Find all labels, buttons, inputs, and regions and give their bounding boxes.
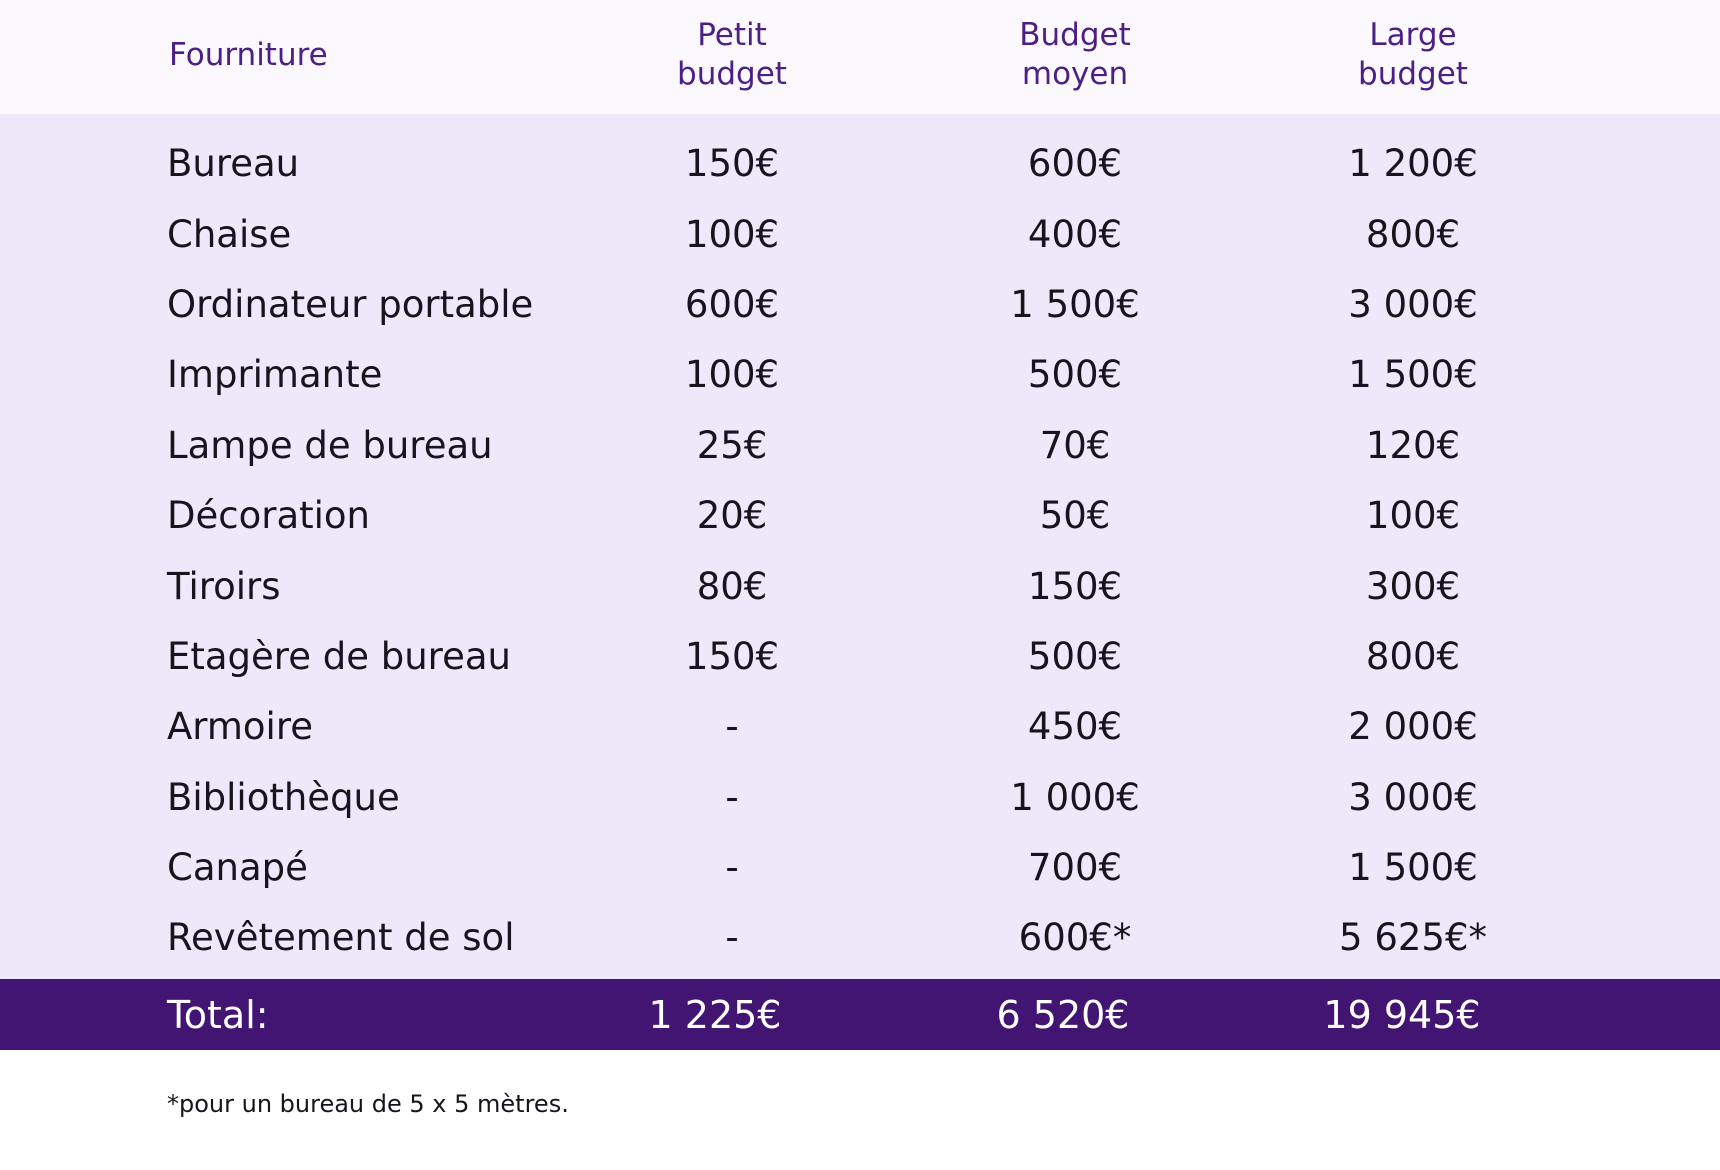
table-header [0, 0, 1720, 114]
row-canape-medium: 700€ [1027, 846, 1123, 889]
row-chaise-medium: 400€ [1027, 213, 1123, 256]
row-ordinateur-small: 600€ [684, 283, 780, 326]
row-ordinateur-medium: 1 500€ [1010, 283, 1140, 326]
total-small: 1 225€ [648, 993, 782, 1037]
header-budget-moyen-line2: moyen [1021, 56, 1129, 92]
row-decoration-large: 100€ [1365, 494, 1461, 537]
row-label-imprimante: Imprimante [167, 353, 383, 396]
total-row [0, 979, 1720, 1050]
header-petit-budget [582, 16, 882, 94]
row-label-bibliotheque: Bibliothèque [167, 776, 400, 819]
row-armoire-medium: 450€ [1027, 705, 1123, 748]
row-lampe-medium: 70€ [1039, 424, 1111, 467]
row-label-ordinateur: Ordinateur portable [167, 283, 534, 326]
row-armoire-small: - [725, 705, 739, 748]
row-etagere-small: 150€ [684, 635, 780, 678]
row-label-etagere: Etagère de bureau [167, 635, 511, 678]
row-etagere-medium: 500€ [1027, 635, 1123, 678]
row-label-decoration: Décoration [167, 494, 370, 537]
row-label-lampe: Lampe de bureau [167, 424, 493, 467]
row-lampe-small: 25€ [696, 424, 768, 467]
row-tiroirs-large: 300€ [1365, 565, 1461, 608]
row-bibliotheque-medium: 1 000€ [1010, 776, 1140, 819]
row-bureau-small: 150€ [684, 142, 780, 185]
row-lampe-large: 120€ [1365, 424, 1461, 467]
row-bureau-medium: 600€ [1027, 142, 1123, 185]
row-label-revetement: Revêtement de sol [167, 916, 515, 959]
row-label-tiroirs: Tiroirs [167, 565, 281, 608]
row-bureau-large: 1 200€ [1348, 142, 1478, 185]
total-medium: 6 520€ [996, 993, 1130, 1037]
header-fourniture: Fourniture [169, 37, 328, 73]
row-canape-small: - [725, 846, 739, 889]
footnote: *pour un bureau de 5 x 5 mètres. [167, 1090, 569, 1118]
row-label-chaise: Chaise [167, 213, 292, 256]
row-label-canape: Canapé [167, 846, 308, 889]
total-large: 19 945€ [1323, 993, 1481, 1037]
header-budget-moyen [925, 16, 1225, 94]
row-armoire-large: 2 000€ [1348, 705, 1478, 748]
row-label-armoire: Armoire [167, 705, 313, 748]
row-imprimante-large: 1 500€ [1348, 353, 1478, 396]
row-revetement-small: - [725, 916, 739, 959]
row-canape-large: 1 500€ [1348, 846, 1478, 889]
row-tiroirs-medium: 150€ [1027, 565, 1123, 608]
row-chaise-large: 800€ [1365, 213, 1461, 256]
total-label: Total: [167, 993, 269, 1037]
row-ordinateur-large: 3 000€ [1348, 283, 1478, 326]
header-budget-moyen-line1: Budget [1019, 17, 1131, 53]
row-decoration-small: 20€ [696, 494, 768, 537]
row-revetement-large: 5 625€* [1339, 916, 1487, 959]
row-decoration-medium: 50€ [1039, 494, 1111, 537]
header-large-budget-line1: Large [1369, 17, 1457, 53]
row-tiroirs-small: 80€ [696, 565, 768, 608]
row-chaise-small: 100€ [684, 213, 780, 256]
header-large-budget [1263, 16, 1563, 94]
row-imprimante-medium: 500€ [1027, 353, 1123, 396]
row-imprimante-small: 100€ [684, 353, 780, 396]
row-bibliotheque-large: 3 000€ [1348, 776, 1478, 819]
header-large-budget-line2: budget [1358, 56, 1468, 92]
row-revetement-medium: 600€* [1018, 916, 1132, 959]
row-etagere-large: 800€ [1365, 635, 1461, 678]
row-label-bureau: Bureau [167, 142, 300, 185]
header-petit-budget-line2: budget [677, 56, 787, 92]
header-petit-budget-line1: Petit [697, 17, 767, 53]
row-bibliotheque-small: - [725, 776, 739, 819]
